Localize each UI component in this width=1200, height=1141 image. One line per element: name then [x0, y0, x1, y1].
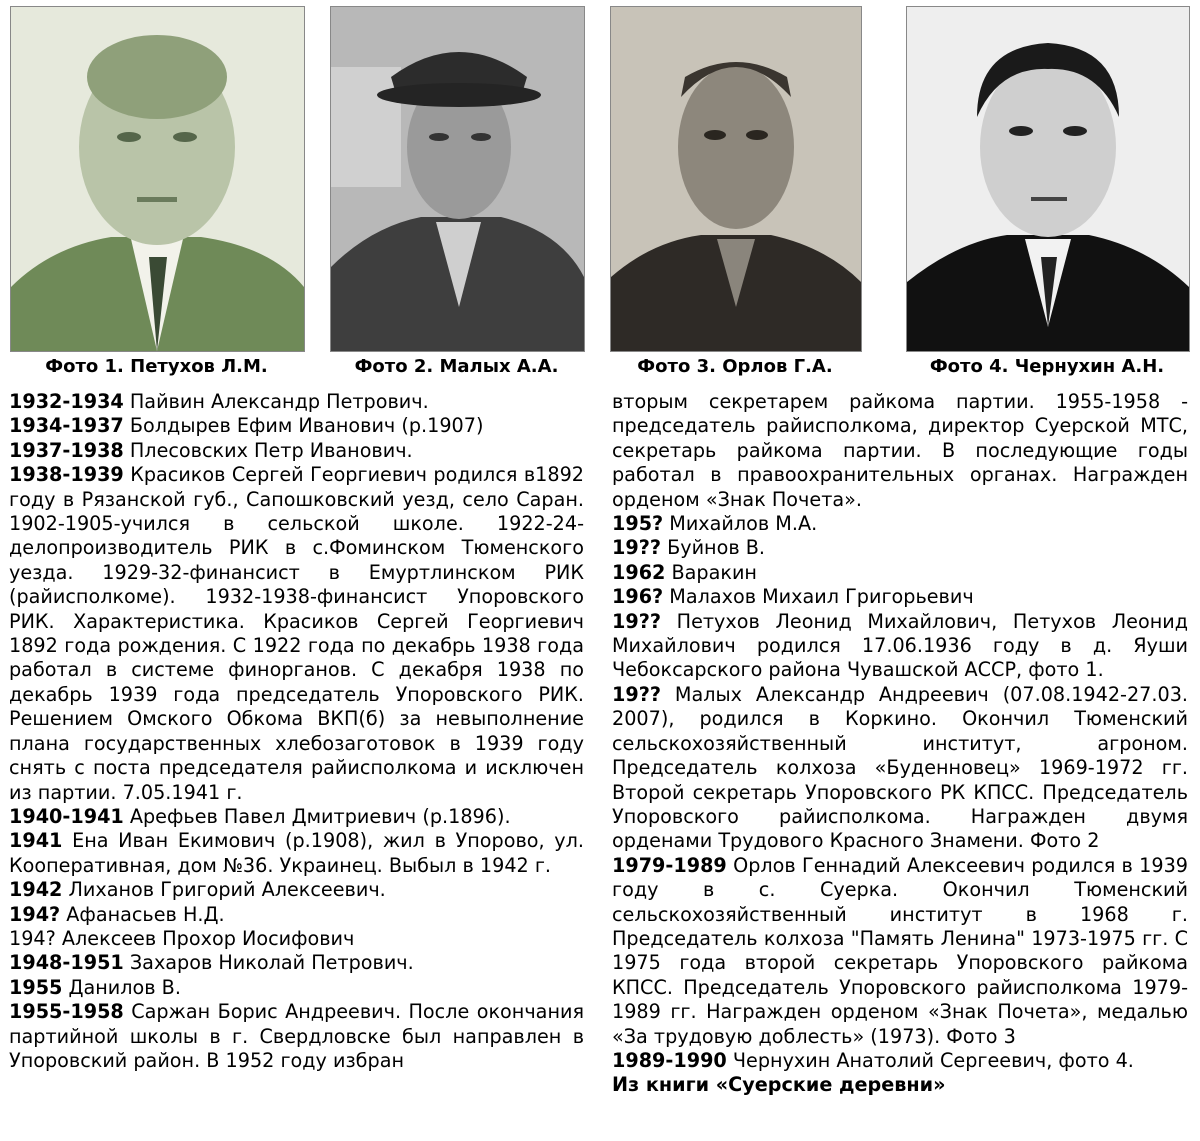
entry: 1941 Ена Иван Екимович (р.1908), жил в Упорово, ул. Кооперативная, дом №36. Украинец. Выбыл в 1942 г.: [9, 829, 584, 877]
photo-caption-3: Фото 3. Орлов Г.А.: [637, 356, 833, 377]
photo-caption-2: Фото 2. Малых А.А.: [354, 356, 559, 377]
entry: 196? Малахов Михаил Григорьевич: [612, 585, 974, 609]
entry: 1942 Лиханов Григорий Алексеевич.: [9, 878, 386, 902]
entry: 1934-1937 Болдырев Ефим Иванович (р.1907): [9, 414, 484, 438]
entry: 1962 Варакин: [612, 560, 757, 584]
entry: 1979-1989 Орлов Геннадий Алексеевич родился в 1939 году в с. Суерка. Окончил Тюменский сельскохозяйственный институт в 1968 г. Председатель колхоза "Память Ленина" 1973-1975 гг. С 1975 года второй секретарь Упоровского райкома КПСС. Председатель Упоровского райисполкома 1979-1989 гг. Награжден орденом «Знак Почета», медалью «За трудовую доблесть» (1973). Фото 3: [612, 853, 1188, 1048]
entry: 1932-1934 Пайвин Александр Петрович.: [9, 390, 429, 413]
entry: 194? Афанасьев Н.Д.: [9, 902, 225, 926]
right-text-column: [612, 390, 1188, 1098]
entry: 19?? Буйнов В.: [612, 536, 766, 560]
entry: 1989-1990 Чернухин Анатолий Сергеевич, фото 4.: [612, 1048, 1134, 1072]
entry: 1937-1938 Плесовских Петр Иванович.: [9, 438, 413, 462]
photo-strip: [0, 0, 1200, 380]
portrait-photo-2: [330, 6, 585, 352]
entry: 1955-1958 Саржан Борис Андреевич. После окончания партийной школы в г. Свердловске был направлен в Упоровский район. В 1952 году избран: [9, 1000, 584, 1072]
left-text-column: [9, 390, 584, 1073]
entry: вторым секретарем райкома партии. 1955-1958 - председатель райисполкома, директор Суерской МТС, секретарь райкома партии. В последующие годы работал в правоохранительных органах. Награжден орденом «Знак Почета».: [612, 390, 1188, 511]
entry: 1955 Данилов В.: [9, 975, 181, 999]
entry: 19?? Малых Александр Андреевич (07.08.1942-27.03. 2007), родился в Коркино. Окончил Тюменский сельскохозяйственный институт, агроном. Председатель колхоза «Буденновец» 1969-1972 гг. Второй секретарь Упоровского РК КПСС. Председатель Упоровского райисполкома. Награжден двумя орденами Трудового Красного Знамени. Фото 2: [612, 682, 1188, 853]
entry: 1938-1939 Красиков Сергей Георгиевич родился в1892 году в Рязанской губ., Сапошковский уезд, село Саран. 1902-1905-учился в сельской школе. 1922-24-делопроизводитель РИК в с.Фоминском Тюменского уезда. 1929-32-финансист в Емуртлинском РИК (райисполкоме). 1932-1938-финансист Упоровского РИК. Характеристика. Красиков Сергей Георгиевич 1892 года рождения. С 1922 года по декабрь 1938 года работал в системе финорганов. С декабря 1938 по декабрь 1939 года председатель Упоровского РИК. Решением Омского Обкома ВКП(б) за невыполнение плана государственных хлебозаготовок в 1939 году снять с поста председателя райисполкома и исключен из партии. 7.05.1941 г.: [9, 463, 584, 804]
source-footer: Из книги «Суерские деревни»: [612, 1073, 946, 1097]
portrait-photo-4: [906, 6, 1190, 352]
entry: 195? Михайлов М.А.: [612, 512, 818, 536]
portrait-photo-1: [10, 6, 305, 352]
entry: 19?? Петухов Леонид Михайлович, Петухов Леонид Михайлович родился 17.06.1936 году в д. Яуши Чебоксарского района Чувашской АССР, фото 1.: [612, 609, 1188, 682]
portrait-photo-3: [610, 6, 862, 352]
photo-caption-1: Фото 1. Петухов Л.М.: [45, 356, 268, 377]
photo-caption-4: Фото 4. Чернухин А.Н.: [929, 356, 1165, 377]
entry: 194? Алексеев Прохор Иосифович: [9, 926, 355, 950]
entry: 1940-1941 Арефьев Павел Дмитриевич (р.1896).: [9, 804, 511, 828]
entry: 1948-1951 Захаров Николай Петрович.: [9, 951, 414, 975]
